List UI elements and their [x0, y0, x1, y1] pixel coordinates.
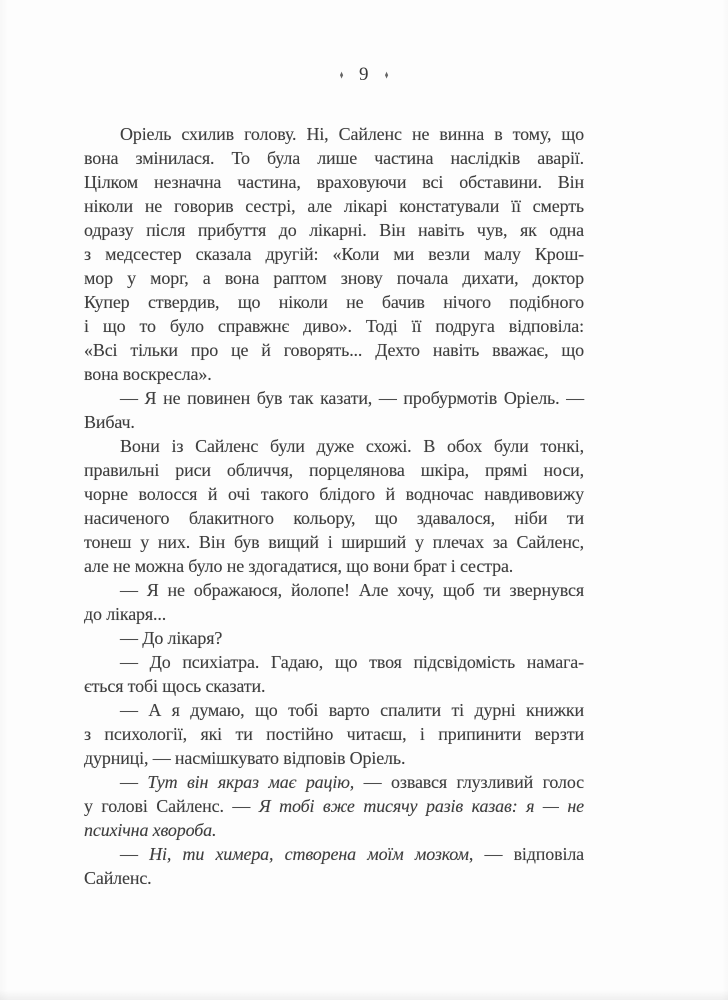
text-line	[84, 170, 584, 194]
text-line	[84, 746, 584, 770]
text-segment: Купер ствердив, що ніколи не бачив нічого подібного	[84, 292, 584, 312]
text-segment: ється тобі щось сказати.	[84, 676, 266, 696]
italic-text-segment: Тут він якраз має рацію,	[147, 772, 355, 792]
text-segment: вона воскресла».	[84, 364, 212, 384]
paragraph	[84, 770, 584, 842]
text-line	[84, 338, 584, 362]
text-segment: Вибач.	[84, 412, 135, 432]
text-segment: правильні риси обличчя, порцелянова шкіра, прямі носи,	[84, 460, 584, 480]
text-line	[84, 146, 584, 170]
text-line	[84, 386, 584, 410]
text-segment: Вони із Сайленс були дуже схожі. В обох були тонкі,	[120, 436, 584, 456]
text-line	[84, 626, 584, 650]
paragraph	[84, 434, 584, 578]
text-segment: до лікаря...	[84, 604, 167, 624]
text-segment: «Всі тільки про це й говорять... Дехто навіть вважає, що	[84, 340, 584, 360]
text-segment: Оріель схилив голову. Ні, Сайленс не винна в тому, що	[120, 124, 584, 144]
page-edge-shadow-left	[0, 0, 8, 1000]
text-line	[84, 434, 584, 458]
text-line	[84, 770, 584, 794]
text-segment: Цілком незначна частина, враховуючи всі обставини. Він	[84, 172, 584, 192]
text-line	[84, 458, 584, 482]
italic-text-segment: Ні, ти химера, створена моїм мозком	[149, 844, 469, 864]
text-line	[84, 242, 584, 266]
text-line	[84, 290, 584, 314]
text-line	[84, 842, 584, 866]
text-line	[84, 362, 584, 386]
text-line	[84, 482, 584, 506]
text-segment: — Я не ображаюся, йолопе! Але хочу, щоб ти звернувся	[120, 580, 584, 600]
text-segment: насиченого блакитного кольору, що здавалося, ніби ти	[84, 508, 584, 528]
page-edge-shadow-right	[722, 0, 728, 1000]
text-segment: — озвався глузливий голос	[354, 772, 584, 792]
text-segment: чорне волосся й очі такого блідого й водночас навдивовижу	[84, 484, 584, 504]
text-segment: дурниці, — насмішкувато відповів Оріель.	[84, 748, 406, 768]
text-segment: —	[120, 772, 148, 792]
text-segment: з психології, які ти постійно читаєш, і припинити верзти	[84, 724, 584, 744]
text-segment: у голові Сайленс. —	[84, 796, 259, 816]
page-edge-shadow-bottom	[0, 990, 728, 1000]
text-segment: і що то було справжнє диво». Тоді її подруга відповіла:	[84, 316, 584, 336]
text-line	[84, 866, 584, 890]
text-line	[84, 818, 584, 842]
paragraph	[84, 578, 584, 626]
text-segment: вона змінилася. То була лише частина наслідків аварії.	[84, 148, 584, 168]
text-line	[84, 554, 584, 578]
text-segment: —	[120, 844, 150, 864]
text-segment: — До психіатра. Гадаю, що твоя підсвідомість намага-	[120, 652, 584, 672]
paragraph	[84, 842, 584, 890]
text-line	[84, 794, 584, 818]
paragraph	[84, 626, 584, 650]
text-line	[84, 122, 584, 146]
paragraph	[84, 122, 584, 386]
text-line	[84, 650, 584, 674]
text-segment: , — відповіла	[468, 844, 584, 864]
page-header	[0, 62, 728, 88]
page-number: 9	[359, 64, 369, 85]
text-line	[84, 530, 584, 554]
text-segment: Сайленс.	[84, 868, 152, 888]
text-line	[84, 698, 584, 722]
text-block	[84, 122, 584, 890]
text-line	[84, 602, 584, 626]
paragraph	[84, 698, 584, 770]
text-line	[84, 674, 584, 698]
text-segment: — Я не повинен був так казати, — пробурмотів Оріель. —	[120, 388, 584, 408]
text-segment: з медсестер сказала другій: «Коли ми везли малу Крош-	[84, 244, 584, 264]
paragraph	[84, 650, 584, 698]
text-line	[84, 578, 584, 602]
text-line	[84, 314, 584, 338]
diamond-ornament-right-icon: ♦	[384, 68, 389, 82]
italic-text-segment: Я тобі вже тисячу разів казав: я — не	[258, 796, 584, 816]
text-segment: тонеш у них. Він був вищий і ширший у плечах за Сайленс,	[84, 532, 584, 552]
text-segment: — До лікаря?	[120, 628, 223, 648]
text-line	[84, 410, 584, 434]
text-line	[84, 266, 584, 290]
text-segment: але не можна було не здогадатися, що вони брат і сестра.	[84, 556, 514, 576]
text-segment: ніколи не говорив сестрі, але лікарі констатували її смерть	[84, 196, 584, 216]
text-line	[84, 506, 584, 530]
diamond-ornament-left-icon: ♦	[339, 68, 344, 82]
text-line	[84, 722, 584, 746]
text-segment: одразу після прибуття до лікарні. Він навіть чув, як одна	[84, 220, 584, 240]
text-line	[84, 194, 584, 218]
text-line	[84, 218, 584, 242]
italic-text-segment: психічна хвороба.	[84, 820, 217, 840]
text-segment: мор у морг, а вона раптом знову почала дихати, доктор	[84, 268, 584, 288]
text-segment: — А я думаю, що тобі варто спалити ті дурні книжки	[120, 700, 584, 720]
paragraph	[84, 386, 584, 434]
